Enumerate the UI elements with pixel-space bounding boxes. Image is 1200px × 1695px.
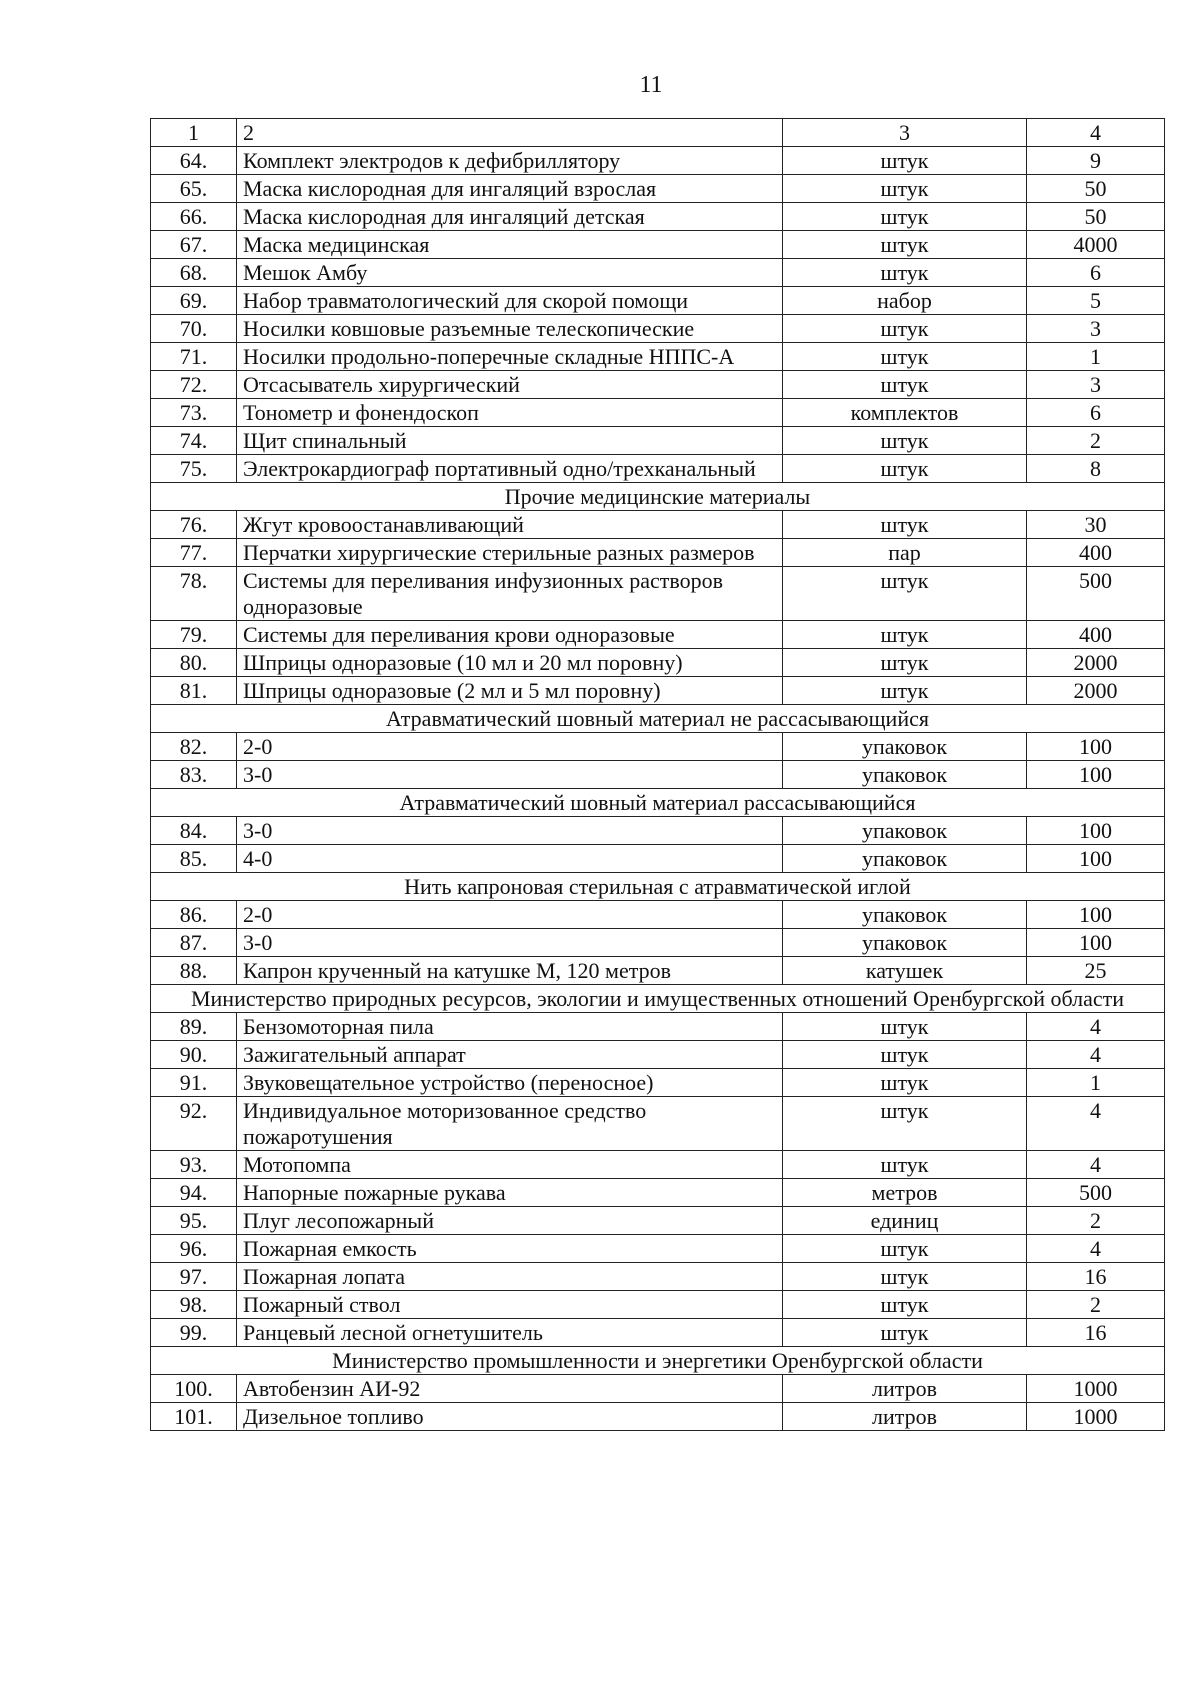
item-name: Плуг лесопожарный [237,1207,783,1235]
item-name: Жгут кровоостанавливающий [237,511,783,539]
table-header-row [151,119,1165,147]
table-row [151,315,1165,343]
section-title: Нить капроновая стерильная с атравматической иглой [151,873,1165,901]
item-unit: штук [783,343,1027,371]
table-body [151,147,1165,1431]
section-row [151,705,1165,733]
row-number: 69. [151,287,237,315]
section-row [151,1347,1165,1375]
item-unit: штук [783,1097,1027,1151]
item-quantity: 400 [1027,621,1165,649]
section-title: Министерство промышленности и энергетики Оренбургской области [151,1347,1165,1375]
section-row [151,985,1165,1013]
item-unit: катушек [783,957,1027,985]
table-row [151,1319,1165,1347]
item-quantity: 30 [1027,511,1165,539]
table-row [151,1403,1165,1431]
section-title: Атравматический шовный материал не рассасывающийся [151,705,1165,733]
row-number: 78. [151,567,237,621]
row-number: 96. [151,1235,237,1263]
table-row [151,147,1165,175]
table-row [151,845,1165,873]
item-name: Тонометр и фонендоскоп [237,399,783,427]
item-quantity: 16 [1027,1319,1165,1347]
table-row [151,901,1165,929]
item-unit: метров [783,1179,1027,1207]
row-number: 77. [151,539,237,567]
item-quantity: 2 [1027,1291,1165,1319]
header-col-4: 4 [1027,119,1165,147]
item-quantity: 4 [1027,1013,1165,1041]
item-quantity: 16 [1027,1263,1165,1291]
row-number: 70. [151,315,237,343]
row-number: 89. [151,1013,237,1041]
item-quantity: 2000 [1027,649,1165,677]
item-name: Перчатки хирургические стерильные разных размеров [237,539,783,567]
item-name: 4-0 [237,845,783,873]
row-number: 88. [151,957,237,985]
table-row [151,539,1165,567]
item-quantity: 5 [1027,287,1165,315]
item-quantity: 50 [1027,175,1165,203]
item-name: Маска медицинская [237,231,783,259]
item-unit: штук [783,315,1027,343]
item-unit: упаковок [783,733,1027,761]
item-name: Отсасыватель хирургический [237,371,783,399]
table-row [151,929,1165,957]
row-number: 95. [151,1207,237,1235]
row-number: 83. [151,761,237,789]
row-number: 86. [151,901,237,929]
row-number: 87. [151,929,237,957]
item-quantity: 1000 [1027,1375,1165,1403]
header-col-1: 1 [151,119,237,147]
item-unit: штук [783,1319,1027,1347]
table-row [151,1235,1165,1263]
item-quantity: 100 [1027,733,1165,761]
section-title: Министерство природных ресурсов, экологии и имущественных отношений Оренбургской области [151,985,1165,1013]
table-row [151,1069,1165,1097]
item-unit: штук [783,567,1027,621]
table-row [151,761,1165,789]
item-quantity: 4 [1027,1097,1165,1151]
table-row [151,371,1165,399]
row-number: 64. [151,147,237,175]
item-name: Носилки ковшовые разъемные телескопические [237,315,783,343]
item-unit: пар [783,539,1027,567]
item-name: 2-0 [237,901,783,929]
item-name: Индивидуальное моторизованное средство пожаротушения [237,1097,783,1151]
item-quantity: 6 [1027,259,1165,287]
section-title: Прочие медицинские материалы [151,483,1165,511]
item-unit: штук [783,231,1027,259]
row-number: 94. [151,1179,237,1207]
table-row [151,621,1165,649]
row-number: 99. [151,1319,237,1347]
item-unit: штук [783,203,1027,231]
row-number: 74. [151,427,237,455]
item-unit: штук [783,455,1027,483]
item-unit: штук [783,175,1027,203]
item-name: Мешок Амбу [237,259,783,287]
item-unit: штук [783,259,1027,287]
item-name: 3-0 [237,817,783,845]
item-name: Пожарная лопата [237,1263,783,1291]
item-unit: упаковок [783,929,1027,957]
item-quantity: 2000 [1027,677,1165,705]
item-name: Набор травматологический для скорой помощи [237,287,783,315]
item-quantity: 4 [1027,1041,1165,1069]
row-number: 93. [151,1151,237,1179]
item-name: 3-0 [237,929,783,957]
row-number: 72. [151,371,237,399]
equipment-table [150,118,1165,1431]
item-name: Автобензин АИ-92 [237,1375,783,1403]
item-name: Маска кислородная для ингаляций взрослая [237,175,783,203]
item-name: Ранцевый лесной огнетушитель [237,1319,783,1347]
row-number: 81. [151,677,237,705]
table-row [151,649,1165,677]
row-number: 73. [151,399,237,427]
row-number: 84. [151,817,237,845]
item-quantity: 100 [1027,901,1165,929]
item-unit: упаковок [783,845,1027,873]
item-name: Шприцы одноразовые (2 мл и 5 мл поровну) [237,677,783,705]
table-row [151,455,1165,483]
item-name: Носилки продольно-поперечные складные НППС-А [237,343,783,371]
item-name: Маска кислородная для ингаляций детская [237,203,783,231]
item-name: 2-0 [237,733,783,761]
table-row [151,733,1165,761]
item-unit: штук [783,649,1027,677]
table-row [151,1179,1165,1207]
item-quantity: 9 [1027,147,1165,175]
item-name: 3-0 [237,761,783,789]
item-quantity: 400 [1027,539,1165,567]
table-row [151,259,1165,287]
item-name: Зажигательный аппарат [237,1041,783,1069]
item-name: Дизельное топливо [237,1403,783,1431]
section-title: Атравматический шовный материал рассасывающийся [151,789,1165,817]
table-row [151,511,1165,539]
item-unit: штук [783,1263,1027,1291]
row-number: 98. [151,1291,237,1319]
table-row [151,175,1165,203]
item-unit: штук [783,1069,1027,1097]
item-quantity: 100 [1027,929,1165,957]
item-quantity: 2 [1027,427,1165,455]
row-number: 97. [151,1263,237,1291]
row-number: 92. [151,1097,237,1151]
item-name: Щит спинальный [237,427,783,455]
item-unit: штук [783,1013,1027,1041]
section-row [151,483,1165,511]
table-row [151,1207,1165,1235]
section-row [151,873,1165,901]
item-name: Системы для переливания инфузионных растворов одноразовые [237,567,783,621]
item-unit: комплектов [783,399,1027,427]
item-name: Системы для переливания крови одноразовые [237,621,783,649]
item-unit: штук [783,427,1027,455]
table-row [151,1291,1165,1319]
header-col-3: 3 [783,119,1027,147]
item-unit: набор [783,287,1027,315]
item-quantity: 6 [1027,399,1165,427]
table-row [151,677,1165,705]
item-quantity: 100 [1027,817,1165,845]
item-unit: штук [783,621,1027,649]
item-quantity: 8 [1027,455,1165,483]
item-quantity: 2 [1027,1207,1165,1235]
row-number: 67. [151,231,237,259]
table-row [151,1263,1165,1291]
item-unit: штук [783,1235,1027,1263]
item-name: Пожарный ствол [237,1291,783,1319]
table-row [151,1097,1165,1151]
item-quantity: 4 [1027,1151,1165,1179]
item-unit: единиц [783,1207,1027,1235]
item-quantity: 3 [1027,315,1165,343]
row-number: 79. [151,621,237,649]
table-row [151,957,1165,985]
table-row [151,567,1165,621]
item-name: Капрон крученный на катушке М, 120 метров [237,957,783,985]
row-number: 80. [151,649,237,677]
item-quantity: 4000 [1027,231,1165,259]
item-quantity: 1 [1027,1069,1165,1097]
item-unit: штук [783,677,1027,705]
item-unit: упаковок [783,901,1027,929]
table-row [151,817,1165,845]
item-unit: штук [783,1291,1027,1319]
table-row [151,1013,1165,1041]
item-unit: штук [783,1041,1027,1069]
table-row [151,399,1165,427]
item-name: Напорные пожарные рукава [237,1179,783,1207]
item-unit: упаковок [783,761,1027,789]
row-number: 75. [151,455,237,483]
page-number: 11 [639,72,663,98]
item-quantity: 1 [1027,343,1165,371]
table-row [151,231,1165,259]
item-name: Пожарная емкость [237,1235,783,1263]
item-quantity: 25 [1027,957,1165,985]
table-row [151,343,1165,371]
row-number: 100. [151,1375,237,1403]
row-number: 101. [151,1403,237,1431]
item-quantity: 100 [1027,761,1165,789]
row-number: 90. [151,1041,237,1069]
item-unit: штук [783,371,1027,399]
item-name: Комплект электродов к дефибриллятору [237,147,783,175]
row-number: 65. [151,175,237,203]
item-quantity: 4 [1027,1235,1165,1263]
item-name: Звуковещательное устройство (переносное) [237,1069,783,1097]
row-number: 68. [151,259,237,287]
item-unit: штук [783,511,1027,539]
item-quantity: 3 [1027,371,1165,399]
item-unit: штук [783,1151,1027,1179]
item-name: Бензомоторная пила [237,1013,783,1041]
row-number: 66. [151,203,237,231]
table-row [151,1041,1165,1069]
table-row [151,203,1165,231]
item-name: Шприцы одноразовые (10 мл и 20 мл поровну) [237,649,783,677]
row-number: 82. [151,733,237,761]
item-unit: литров [783,1375,1027,1403]
item-name: Электрокардиограф портативный одно/трехканальный [237,455,783,483]
row-number: 85. [151,845,237,873]
table-row [151,427,1165,455]
section-row [151,789,1165,817]
row-number: 76. [151,511,237,539]
item-quantity: 100 [1027,845,1165,873]
header-col-2: 2 [237,119,783,147]
item-quantity: 500 [1027,567,1165,621]
item-unit: штук [783,147,1027,175]
table-row [151,1375,1165,1403]
row-number: 91. [151,1069,237,1097]
row-number: 71. [151,343,237,371]
table-row [151,1151,1165,1179]
item-quantity: 500 [1027,1179,1165,1207]
item-unit: упаковок [783,817,1027,845]
table-row [151,287,1165,315]
item-quantity: 50 [1027,203,1165,231]
item-unit: литров [783,1403,1027,1431]
item-name: Мотопомпа [237,1151,783,1179]
item-quantity: 1000 [1027,1403,1165,1431]
